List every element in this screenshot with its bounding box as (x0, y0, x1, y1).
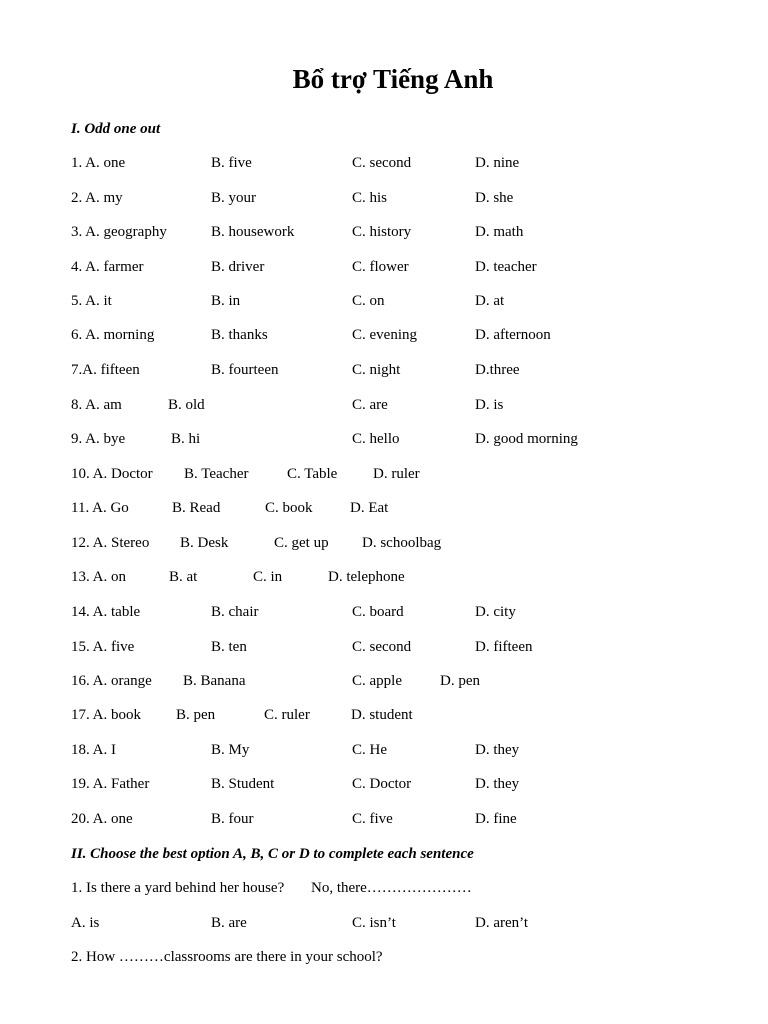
question-row (0, 774, 768, 794)
option-a: 17. A. book (71, 707, 142, 723)
option-a: 20. A. one (71, 811, 133, 827)
option-a: 9. A. bye (71, 431, 126, 447)
option-c: C. five (352, 811, 393, 827)
question-row (0, 360, 768, 380)
question-row (0, 809, 768, 829)
question-row (0, 188, 768, 208)
option-d: D. afternoon (475, 327, 551, 343)
option-c: C. apple (352, 673, 402, 689)
option-a: 7.A. fifteen (71, 362, 140, 378)
option-d: D. ruler (373, 466, 420, 482)
option-a: 2. A. my (71, 190, 123, 206)
question-row (0, 222, 768, 242)
option-a: 18. A. I (71, 742, 116, 758)
option-a: A. is (71, 915, 100, 931)
option-d: D.three (475, 362, 520, 378)
option-c: C. his (352, 190, 388, 206)
option-b: B. old (168, 397, 205, 413)
option-d: D. telephone (328, 569, 405, 585)
option-b: B. Desk (180, 535, 229, 551)
option-b: B. at (169, 569, 198, 585)
question-row (0, 498, 768, 518)
option-a: 6. A. morning (71, 327, 155, 343)
option-c: C. on (352, 293, 385, 309)
option-c: C. get up (274, 535, 329, 551)
option-d: D. aren’t (475, 915, 529, 931)
option-c: C. history (352, 224, 412, 240)
option-c: C. night (352, 362, 401, 378)
option-d: D. nine (475, 155, 520, 171)
option-d: D. they (475, 776, 520, 792)
option-d: D. math (475, 224, 524, 240)
option-d: D. Eat (350, 500, 389, 516)
option-d: D. she (475, 190, 514, 206)
question-row (0, 429, 768, 449)
option-d: D. teacher (475, 259, 537, 275)
question-2-1-answer: No, there………………… (311, 880, 472, 896)
option-b: B. in (211, 293, 241, 309)
question-row (0, 291, 768, 311)
option-b: B. fourteen (211, 362, 279, 378)
option-c: C. second (352, 155, 412, 171)
option-b: B. thanks (211, 327, 268, 343)
option-d: D. student (351, 707, 413, 723)
question-2-2-text: 2. How ………classrooms are there in your school? (71, 949, 383, 965)
option-b: B. Read (172, 500, 221, 516)
option-b: B. four (211, 811, 254, 827)
option-a: 14. A. table (71, 604, 141, 620)
option-b: B. chair (211, 604, 259, 620)
page-title: Bổ trợ Tiếng Anh (292, 64, 494, 94)
option-b: B. housework (211, 224, 295, 240)
question-row (0, 464, 768, 484)
option-c: C. isn’t (352, 915, 396, 931)
option-b: B. pen (176, 707, 216, 723)
section-heading-odd-one-out: I. Odd one out (71, 121, 161, 137)
option-c: C. flower (352, 259, 409, 275)
option-a: 1. A. one (71, 155, 126, 171)
question-row (0, 325, 768, 345)
option-d: D. they (475, 742, 520, 758)
option-d: D. is (475, 397, 504, 413)
option-b: B. Student (211, 776, 275, 792)
option-b: B. your (211, 190, 256, 206)
option-c: C. second (352, 639, 412, 655)
option-c: C. Doctor (352, 776, 412, 792)
option-d: D. fifteen (475, 639, 533, 655)
option-a: 3. A. geography (71, 224, 167, 240)
question-row (0, 153, 768, 173)
option-d: D. good morning (475, 431, 578, 447)
option-a: 8. A. am (71, 397, 122, 413)
option-d: D. pen (440, 673, 480, 689)
option-b: B. driver (211, 259, 265, 275)
option-a: 10. A. Doctor (71, 466, 153, 482)
option-c: C. He (352, 742, 387, 758)
option-d: D. city (475, 604, 516, 620)
option-a: 4. A. farmer (71, 259, 144, 275)
option-d: D. fine (475, 811, 517, 827)
question-row (0, 671, 768, 691)
option-a: 19. A. Father (71, 776, 150, 792)
option-a: 11. A. Go (71, 500, 129, 516)
question-row (0, 567, 768, 587)
option-b: B. are (211, 915, 247, 931)
option-a: 12. A. Stereo (71, 535, 150, 551)
option-c: C. Table (287, 466, 338, 482)
option-d: D. schoolbag (362, 535, 442, 551)
option-c: C. board (352, 604, 404, 620)
question-row (0, 705, 768, 725)
option-c: C. are (352, 397, 388, 413)
option-c: C. evening (352, 327, 417, 343)
option-a: 13. A. on (71, 569, 127, 585)
question-row (0, 533, 768, 553)
option-b: B. ten (211, 639, 247, 655)
option-b: B. five (211, 155, 252, 171)
question-row (0, 740, 768, 760)
option-a: 15. A. five (71, 639, 135, 655)
question-2-1-options (0, 913, 768, 933)
option-a: 5. A. it (71, 293, 112, 309)
option-a: 16. A. orange (71, 673, 152, 689)
option-c: C. in (253, 569, 283, 585)
option-c: C. ruler (264, 707, 310, 723)
option-b: B. Teacher (184, 466, 249, 482)
option-b: B. Banana (183, 673, 246, 689)
section-heading-choose-best-option: II. Choose the best option A, B, C or D to complete each sentence (71, 846, 474, 862)
question-2-1-text: 1. Is there a yard behind her house? (71, 880, 285, 896)
option-d: D. at (475, 293, 505, 309)
option-b: B. My (211, 742, 250, 758)
question-row (0, 257, 768, 277)
question-row (0, 637, 768, 657)
option-b: B. hi (171, 431, 201, 447)
option-c: C. book (265, 500, 313, 516)
option-c: C. hello (352, 431, 400, 447)
question-row (0, 602, 768, 622)
question-row (0, 395, 768, 415)
